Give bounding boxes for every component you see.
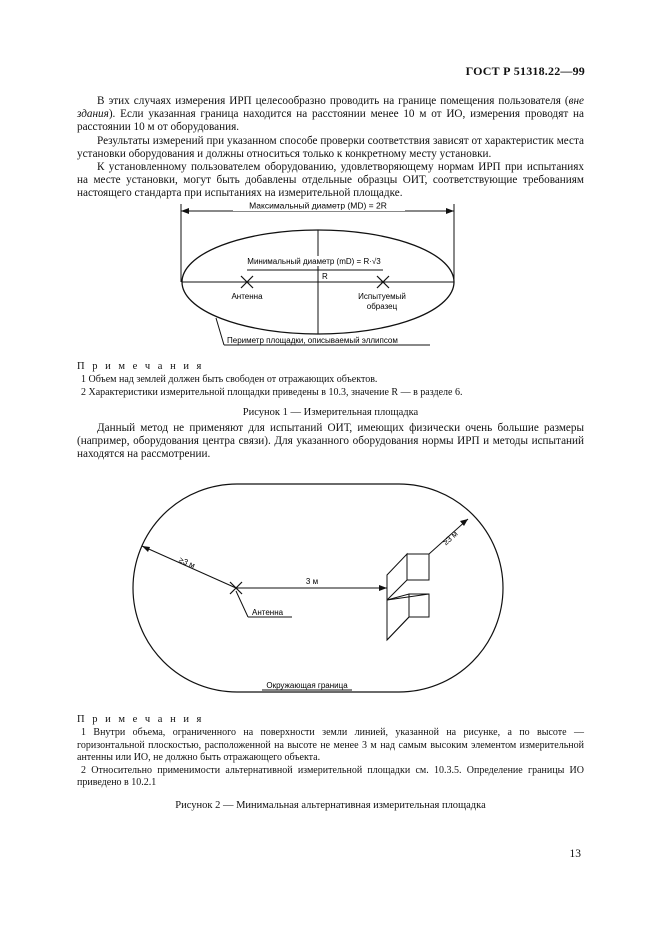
figure-1-notes bbox=[77, 374, 584, 399]
intro-text bbox=[77, 95, 584, 201]
max-diameter-label: Максимальный диаметр (MD) = 2R bbox=[249, 200, 387, 211]
perimeter-label: Периметр площадки, описываемый эллипсом bbox=[227, 336, 398, 345]
middle-text bbox=[77, 422, 584, 462]
figure-2-diagram bbox=[0, 476, 661, 706]
figure-1-note-1: 1 Объем над землей должен быть свободен от отражающих объектов. bbox=[81, 374, 378, 385]
antenna-label: Антенна bbox=[252, 608, 284, 617]
eut-box-top-front bbox=[407, 554, 429, 580]
arrow-head bbox=[142, 546, 150, 552]
document-header: ГОСТ Р 51318.22—99 bbox=[465, 64, 585, 78]
figure-1-caption: Рисунок 1 — Измерительная площадка bbox=[242, 407, 419, 418]
page-number: 13 bbox=[569, 848, 581, 860]
italic-text: вне здания bbox=[77, 95, 584, 121]
eut-box-top-side bbox=[387, 554, 407, 600]
eut-label-line-2: образец bbox=[366, 302, 398, 311]
eut-box-bottom-side bbox=[387, 594, 409, 640]
figure-1-note-2: 2 Характеристики измерительной площадки приведены в 10.3, значение R — в разделе 6. bbox=[81, 386, 463, 398]
intro-paragraph-3: К установленному пользователем оборудованию, удовлетворяющему нормам ИРП при испытаниях на месте установки, могут быть добавлены отдельные образцы ОИТ, соответствующие требованиям настоящего стандарта при испытаниях на измерительной площадке. bbox=[77, 161, 584, 200]
antenna-label: Антенна bbox=[231, 292, 263, 301]
figure-2-caption: Рисунок 2 — Минимальная альтернативная измерительная площадка bbox=[175, 800, 486, 811]
figure-2-note-2: 2 Относительно применимости альтернативной измерительной площадки см. 10.3.5. Определение границы ИО приведено в 10.2.1 bbox=[77, 764, 584, 789]
antenna-leader-line bbox=[236, 591, 248, 617]
figure-2-note-1: 1 Внутри объема, ограниченного на поверхности земли линией, указанной на рисунке, а по высоте — горизонтальной плоскостью, расположенной на высоте не менее 3 м над самым высоким элементом измерительной антенны или ИО, не должно быть отражающего объекта. bbox=[77, 727, 584, 764]
arrow-head-left bbox=[181, 208, 189, 214]
intro-paragraph-1 bbox=[77, 95, 584, 135]
arrow-head bbox=[379, 585, 387, 591]
intro-paragraph-2: Результаты измерений при указанном способе проверки соответствия зависят от характеристик места установки оборудования и должны относиться только к конкретному месту установки. bbox=[77, 134, 584, 160]
figure-1-notes-title: П р и м е ч а н и я bbox=[77, 361, 204, 372]
eut-label-line-1: Испытуемый bbox=[358, 292, 406, 301]
text-span: ). Если указанная граница находится на расстоянии менее 10 м от ИО, измерения проводят на расстоянии 10 м от оборудования. bbox=[77, 108, 584, 134]
middle-paragraph: Данный метод не применяют для испытаний ОИТ, имеющих физически очень большие размеры (например, оборудования центра связи). Для указанного оборудования нормы ИРП и методы испытаний находятся на рассмотрении. bbox=[77, 422, 584, 461]
min-diameter-label: Минимальный диаметр (mD) = R·√3 bbox=[247, 257, 381, 266]
figure-2-notes-title: П р и м е ч а н и я bbox=[77, 714, 204, 725]
left-distance-label: ≥3 м bbox=[177, 555, 197, 571]
radius-label: R bbox=[322, 272, 328, 281]
boundary-label: Окружающая граница bbox=[266, 681, 348, 690]
figure-1-diagram bbox=[0, 196, 661, 356]
center-distance-label: 3 м bbox=[305, 577, 319, 586]
eut-box-bottom-front bbox=[409, 594, 429, 617]
figure-2-notes bbox=[77, 727, 584, 790]
arrow-head-right bbox=[446, 208, 454, 214]
right-distance-label: ≥3 м bbox=[441, 529, 460, 548]
text-span: В этих случаях измерения ИРП целесообразно проводить на границе помещения пользователя ( bbox=[97, 95, 569, 107]
perimeter-leader-line bbox=[216, 318, 224, 345]
